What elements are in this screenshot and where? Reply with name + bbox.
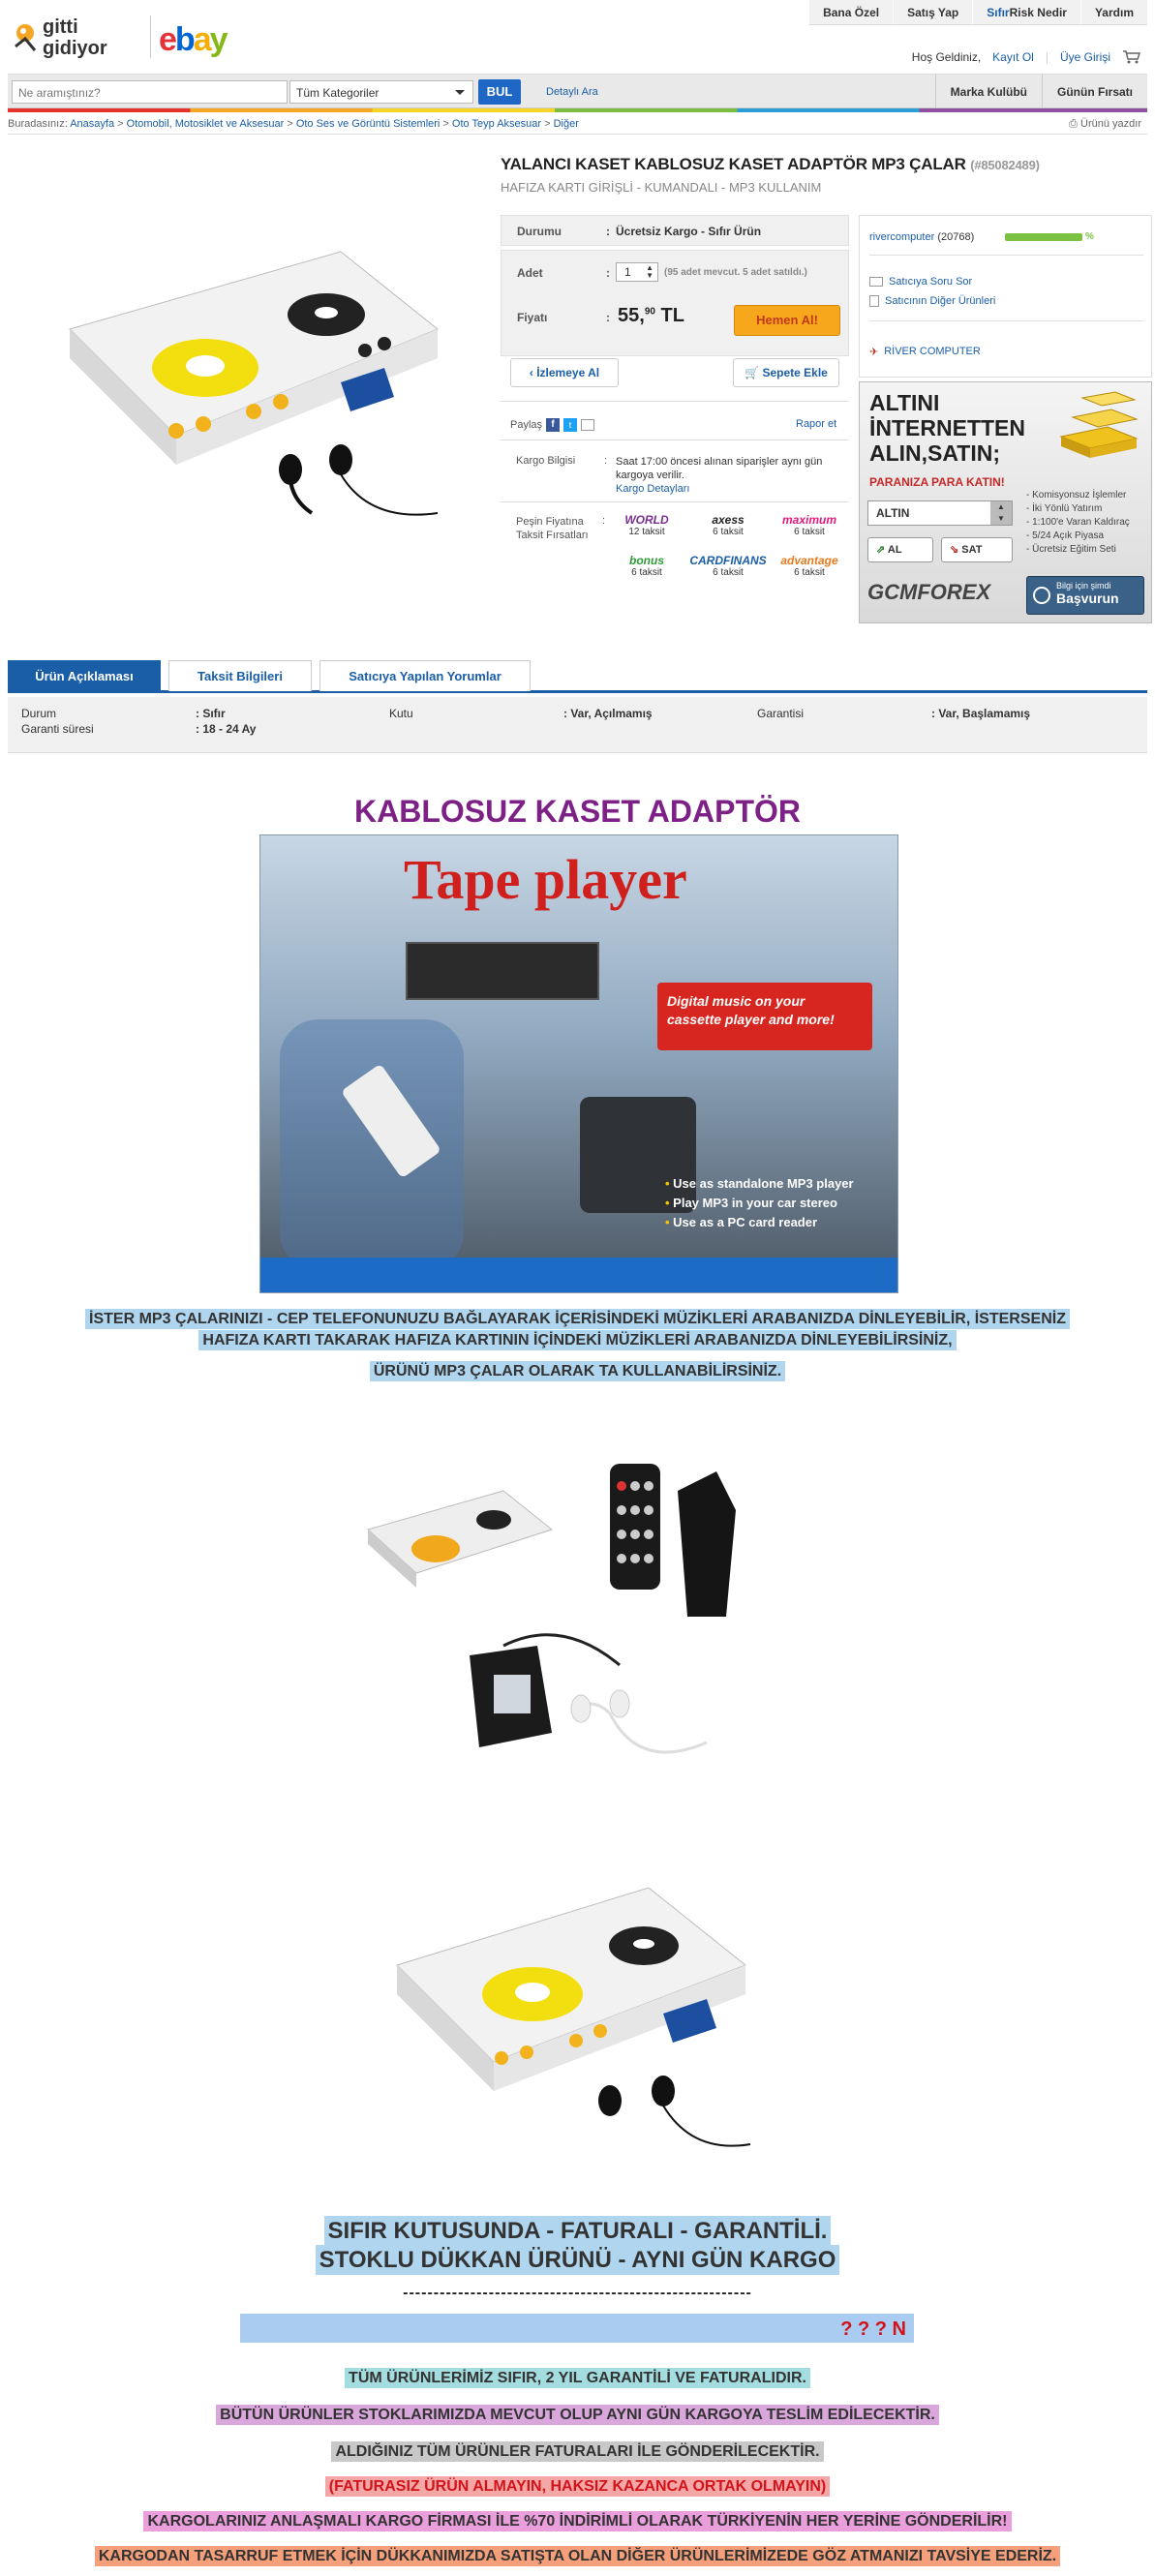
- bank-logo: WORLD: [624, 513, 669, 527]
- document-icon: [869, 295, 879, 307]
- breadcrumb-item[interactable]: Otomobil, Motosiklet ve Aksesuar: [126, 118, 285, 130]
- description-text-2: ÜRÜNÜ MP3 ÇALAR OLARAK TA KULLANABİLİRSİNİZ.: [0, 1363, 1155, 1380]
- installment-label: Peşin Fiyatına Taksit Fırsatları: [516, 516, 589, 541]
- ad-bullets: [1026, 489, 1130, 557]
- register-link[interactable]: Kayıt Ol: [992, 50, 1034, 64]
- description-text-1: İSTER MP3 ÇALARINIZI - CEP TELEFONUNUZU BAĞLAYARAK İÇERİSİNDEKİ MÜZİKLERİ ARABANIZDA DİNLEYEBİLİR, İSTERSENİZ HAFIZA KARTI TAKARAK HAFIZA KARTININ İÇİNDEKİ MÜZİKLERİ ARABANIZDA DİNLEYEBİLİRSİNİZ,: [0, 1309, 1155, 1351]
- cargo-info: [616, 455, 829, 496]
- divider: [501, 501, 849, 502]
- price-currency: TL: [660, 305, 684, 326]
- spec-durum-value: : Sıfır: [196, 707, 226, 720]
- divider: [501, 401, 849, 402]
- info-line-4: (FATURASIZ ÜRÜN ALMAYIN, HAKSIZ KAZANCA ORTAK OLMAYIN): [0, 2478, 1155, 2496]
- share-label: Paylaş: [510, 419, 543, 431]
- buy-now-button[interactable]: Hemen Al!: [734, 305, 840, 336]
- divider: [8, 134, 1147, 135]
- spec-table: [8, 697, 1147, 753]
- price-cents: 90: [644, 306, 655, 318]
- nav-risk: Risk Nedir: [1009, 6, 1067, 19]
- spec-sure-value: : 18 - 24 Ay: [196, 722, 257, 736]
- qty-note: (95 adet mevcut. 5 adet satıldı.): [664, 267, 807, 278]
- seller-rating-bar: [1005, 233, 1082, 241]
- ask-seller-link[interactable]: [869, 276, 972, 288]
- bank-logo: CARDFINANS: [689, 554, 767, 567]
- gunun-firsati-link[interactable]: Günün Fırsatı: [1042, 75, 1147, 109]
- ad-bullet: - 1:100'e Varan Kaldıraç: [1026, 517, 1130, 528]
- breadcrumb-item[interactable]: Oto Teyp Aksesuar: [451, 118, 542, 130]
- globe-icon: [1033, 587, 1050, 604]
- tab-seller-reviews[interactable]: Satıcıya Yapılan Yorumlar: [319, 660, 531, 691]
- spec-durum-label: Durum: [21, 707, 57, 720]
- spec-garanti-label: Garantisi: [757, 707, 805, 720]
- cart-icon: 🛒: [745, 366, 763, 379]
- search-bar: [8, 74, 1147, 108]
- bank-logo: maximum: [781, 513, 837, 527]
- condition-value: Ücretsiz Kargo - Sıfır Ürün: [616, 225, 762, 238]
- color-stripe: [8, 108, 1147, 112]
- description-heading: KABLOSUZ KASET ADAPTÖR: [353, 794, 802, 829]
- highlight-banner: ? ? ? N: [240, 2314, 914, 2343]
- nav-sifir: Sıfır: [987, 6, 1010, 19]
- condition-row: Durumu : Ücretsiz Kargo - Sıfır Ürün: [501, 215, 849, 246]
- facebook-icon[interactable]: f: [546, 418, 560, 432]
- nav-bana-ozel[interactable]: Bana Özel: [808, 0, 893, 24]
- breadcrumb-item[interactable]: Diğer: [553, 118, 579, 130]
- price-main: 55,: [618, 305, 645, 326]
- marka-kulubu-link[interactable]: Marka Kulübü: [935, 75, 1042, 109]
- bank-logo: advantage: [780, 554, 838, 567]
- installment-count: 6 taksit: [713, 527, 744, 537]
- info-line-6: KARGODAN TASARRUF ETMEK İÇİN DÜKKANIMIZDA SATIŞTA OLAN DİĞER ÜRÜNLERİMİZEDE GÖZ ATMANIZI TAVSİYE EDERİZ.: [0, 2548, 1155, 2565]
- cart-label: Sepete Ekle: [762, 366, 828, 379]
- seller-rating-pct: %: [1085, 231, 1094, 242]
- seller-other-label: Satıcının Diğer Ürünleri: [885, 295, 996, 307]
- watch-label: İzlemeye Al: [536, 366, 600, 379]
- spec-garanti-value: : Var, Başlamamış: [931, 707, 1031, 720]
- info-line-1: TÜM ÜRÜNLERİMİZ SIFIR, 2 YIL GARANTİLİ VE FATURALIDIR.: [0, 2370, 1155, 2387]
- watch-button[interactable]: [510, 358, 619, 387]
- breadcrumb-label: Buradasınız:: [8, 118, 68, 130]
- installment-item: [689, 554, 767, 578]
- ad-tagline: PARANIZA PARA KATIN!: [869, 475, 1005, 489]
- category-select[interactable]: Tüm Kategoriler: [289, 80, 473, 104]
- feature-bullet: • Use as standalone MP3 player: [665, 1176, 854, 1191]
- ebay-logo[interactable]: ebay: [159, 21, 227, 58]
- price: [618, 305, 684, 327]
- gcmforex-ad[interactable]: [859, 381, 1152, 623]
- gold-bars-icon: [1053, 388, 1146, 466]
- nav-satis-yap[interactable]: Satış Yap: [893, 0, 972, 24]
- ad-bullet: - İki Yönlü Yatırım: [1026, 503, 1103, 514]
- bank-logo: bonus: [629, 554, 664, 567]
- breadcrumb-item[interactable]: Anasayfa: [70, 118, 115, 130]
- welcome-bar: Hoş Geldiniz, Kayıt Ol | Üye Girişi: [912, 50, 1141, 64]
- seller-name-link[interactable]: rivercomputer: [869, 231, 935, 243]
- add-to-cart-button[interactable]: [733, 358, 839, 387]
- svg-text:gitti: gitti: [43, 16, 78, 38]
- ad-apply-button[interactable]: Bilgi için şimdi Başvurun: [1026, 576, 1144, 615]
- cargo-label: Kargo Bilgisi: [516, 455, 576, 467]
- feature-bullets: [665, 1174, 854, 1232]
- price-label: Fiyatı: [517, 311, 548, 324]
- login-link[interactable]: Üye Girişi: [1059, 50, 1110, 64]
- installment-item: [608, 554, 685, 578]
- installment-item: [689, 513, 767, 537]
- search-input[interactable]: Ne aramıştınız?: [12, 80, 288, 104]
- cassette-image: [387, 1868, 755, 2159]
- slogan-block: SIFIR KUTUSUNDA - FATURALI - GARANTİLİ. STOKLU DÜKKAN ÜRÜNÜ - AYNI GÜN KARGO: [0, 2217, 1155, 2275]
- header-menu: [935, 75, 1147, 109]
- gittigidiyor-logo[interactable]: [10, 12, 140, 60]
- installment-count: 6 taksit: [794, 567, 825, 578]
- tab-installment-info[interactable]: Taksit Bilgileri: [168, 660, 312, 691]
- welcome-text: Hoş Geldiniz,: [911, 50, 982, 64]
- info-line-5: KARGOLARINIZ ANLAŞMALI KARGO FİRMASI İLE %70 İNDİRİMLİ OLARAK TÜRKİYENİN HER YERİNE GÖNDERİLİR!: [0, 2513, 1155, 2531]
- product-title: [501, 155, 1040, 174]
- seller-info: [869, 231, 974, 243]
- installment-item: [771, 513, 848, 537]
- tape-player-title: Tape player: [404, 848, 687, 911]
- breadcrumb: Buradasınız: Anasayfa > Otomobil, Motosiklet ve Aksesuar > Oto Ses ve Görüntü Sistemleri > Oto Teyp Aksesuar > Diğer: [8, 118, 579, 130]
- installment-count: 6 taksit: [794, 527, 825, 537]
- installment-item: [608, 513, 685, 537]
- gcmforex-logo: GCMFOREX: [867, 580, 991, 604]
- product-id: (#85082489): [970, 158, 1040, 172]
- installment-grid: [608, 513, 850, 591]
- tape-player-image: [259, 834, 898, 1293]
- installment-count: 6 taksit: [713, 567, 744, 578]
- dash-separator: ---------------------------------------------------------: [403, 2285, 752, 2301]
- kit-image: [358, 1452, 784, 1810]
- product-subtitle: HAFIZA KARTI GİRİŞLİ - KUMANDALI - MP3 KULLANIM: [501, 180, 822, 195]
- ad-bullet: - Komisyonsuz İşlemler: [1026, 490, 1127, 500]
- info-line-3: ALDIĞINIZ TÜM ÜRÜNLER FATURALARI İLE GÖNDERİLECEKTİR.: [0, 2443, 1155, 2461]
- product-title-text: YALANCI KASET KABLOSUZ KASET ADAPTÖR MP3 ÇALAR: [501, 155, 966, 173]
- print-label: Ürünü yazdır: [1080, 118, 1141, 130]
- cargo-text: Saat 17:00 öncesi alınan siparişler aynı gün kargoya verilir.: [616, 456, 823, 481]
- qty-label: Adet: [517, 266, 543, 280]
- top-nav: [808, 0, 1147, 25]
- installment-item: [771, 554, 848, 578]
- bank-logo: axess: [712, 513, 745, 527]
- report-link[interactable]: Rapor et: [796, 418, 837, 430]
- qty-value: 1: [624, 265, 631, 279]
- ad-bullet: - 5/24 Açık Piyasa: [1026, 530, 1105, 541]
- cargo-details-link[interactable]: Kargo Detayları: [616, 483, 690, 495]
- nav-sifir-risk[interactable]: [972, 0, 1080, 24]
- logo-divider: [150, 15, 151, 58]
- installment-count: 6 taksit: [631, 567, 662, 578]
- speech-bubble: Digital music on your cassette player and more!: [657, 983, 872, 1050]
- seller-box: [859, 215, 1152, 378]
- spec-kutu-value: : Var, Açılmamış: [563, 707, 653, 720]
- ad-buy-button[interactable]: ⇗ AL: [867, 537, 933, 562]
- divider: [501, 439, 849, 440]
- nav-yardim[interactable]: Yardım: [1080, 0, 1147, 24]
- installment-count: 12 taksit: [628, 527, 665, 537]
- tab-bar: [8, 660, 1147, 693]
- seller-store-label: RİVER COMPUTER: [884, 346, 981, 357]
- tab-product-description[interactable]: Ürün Açıklaması: [8, 660, 161, 691]
- car-stereo: [406, 942, 599, 1000]
- seller-store-link[interactable]: [869, 346, 981, 358]
- cart-icon[interactable]: [1122, 50, 1141, 64]
- image-footer-bar: [260, 1258, 898, 1293]
- info-line-2: BÜTÜN ÜRÜNLER STOKLARIMIZDA MEVCUT OLUP AYNI GÜN KARGOYA TESLİM EDİLECEKTİR.: [0, 2407, 1155, 2424]
- spec-kutu-label: Kutu: [389, 707, 413, 720]
- advanced-search-link[interactable]: Detaylı Ara: [546, 86, 598, 98]
- email-icon[interactable]: [581, 419, 594, 431]
- ad-bullet: - Ücretsiz Eğitim Seti: [1026, 544, 1116, 555]
- seller-score: (20768): [937, 231, 975, 243]
- seller-other-products-link[interactable]: [869, 295, 995, 307]
- twitter-icon[interactable]: t: [563, 418, 577, 432]
- printer-icon: ⎙: [1069, 118, 1081, 130]
- svg-text:gidiyor: gidiyor: [43, 38, 107, 59]
- breadcrumb-item[interactable]: Oto Ses ve Görüntü Sistemleri: [295, 118, 441, 130]
- feature-bullet: • Use as a PC card reader: [665, 1215, 818, 1229]
- ad-headline: ALTINI İNTERNETTEN ALIN,SATIN;: [869, 390, 1025, 466]
- back-arrow-icon: ‹: [529, 366, 537, 379]
- qty-stepper[interactable]: 1 ▲ ▼: [616, 262, 658, 282]
- envelope-icon: [869, 277, 883, 287]
- ad-sell-button[interactable]: ⇘ SAT: [941, 537, 1013, 562]
- print-link[interactable]: [1069, 118, 1141, 131]
- feature-bullet: • Play MP3 in your car stereo: [665, 1196, 837, 1210]
- condition-label: Durumu: [517, 225, 562, 238]
- product-image[interactable]: [50, 223, 447, 542]
- spec-sure-label: Garanti süresi: [21, 722, 94, 736]
- ask-seller-label: Satıcıya Soru Sor: [889, 276, 973, 288]
- share-row: [510, 418, 594, 432]
- store-icon: ✈: [869, 347, 879, 358]
- ad-asset-select[interactable]: ALTIN ▲ ▼: [867, 500, 1013, 526]
- search-button[interactable]: BUL: [478, 79, 521, 105]
- buy-box: Adet : 1 ▲ ▼ (95 adet mevcut. 5 adet satıldı.) Fiyatı : 55,90 TL Hemen Al!: [501, 250, 849, 356]
